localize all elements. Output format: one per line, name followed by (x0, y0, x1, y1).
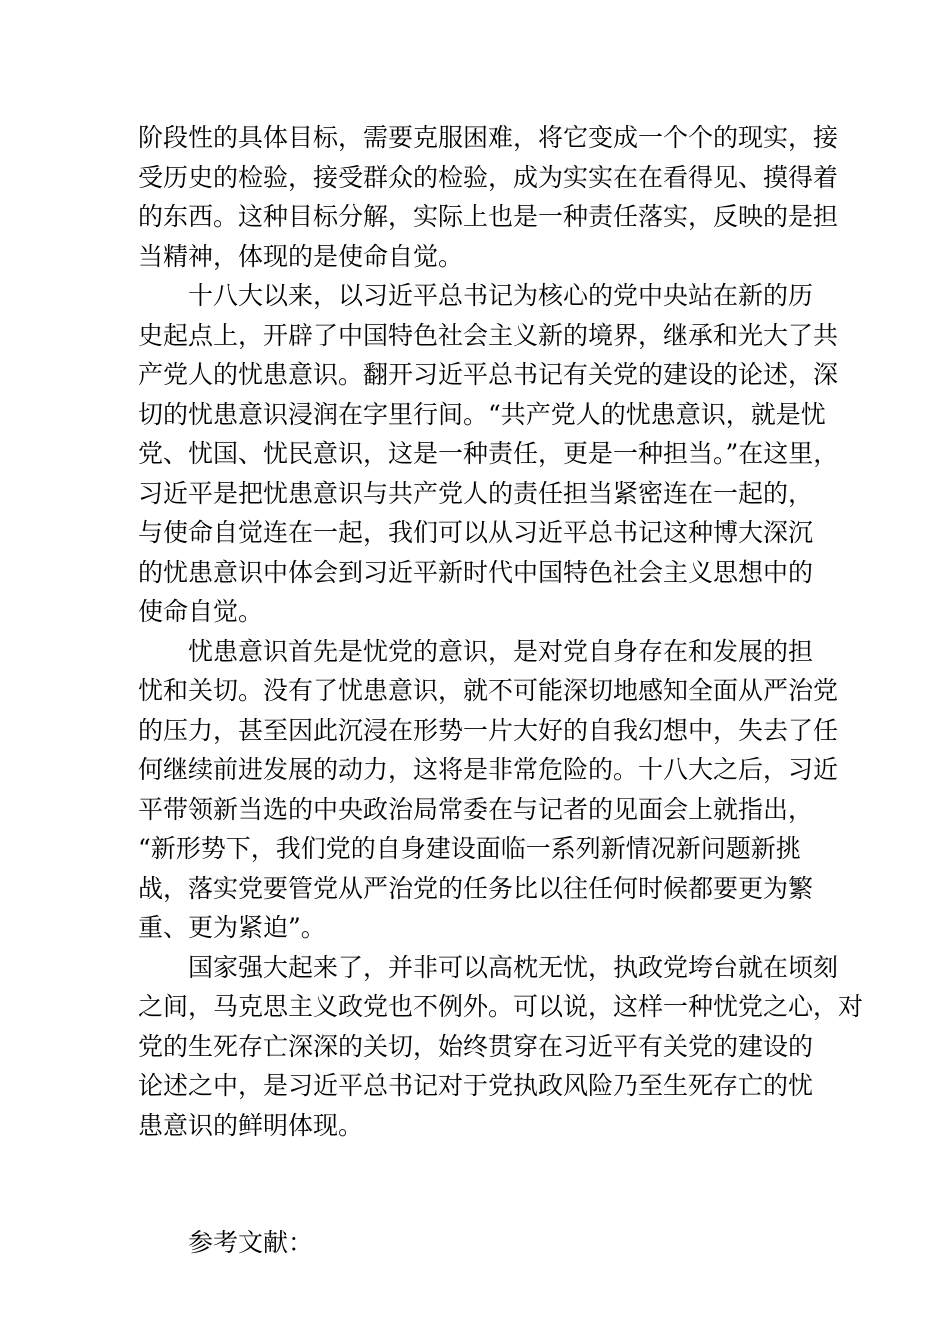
text-line: 习近平是把忧患意识与共产党人的责任担当紧密连在一起的， (138, 478, 814, 508)
text-line: “新形势下，我们党的自身建设面临一系列新情况新问题新挑 (138, 834, 801, 863)
text-line: 忧和关切。没有了忧患意识，就不可能深切地感知全面从严治党 (138, 676, 839, 705)
text-line: 患意识的鲜明体现。 (138, 1110, 364, 1140)
text-line: 国家强大起来了，并非可以高枕无忧，执政党垮台就在顷刻 (188, 952, 839, 982)
text-line: 论述之中，是习近平总书记对于党执政风险乃至生死存亡的忧 (138, 1071, 814, 1100)
paragraph-2 (138, 276, 838, 632)
document-page (138, 118, 864, 1263)
text-line: 产党人的忧患意识。翻开习近平总书记有关党的建设的论述，深 (138, 360, 839, 389)
text-line: 平带领新当选的中央政治局常委在与记者的见面会上就指出， (138, 794, 814, 824)
paragraph-4 (138, 948, 864, 1146)
text-line: 的东西。这种目标分解，实际上也是一种责任落实，反映的是担 (138, 202, 839, 231)
text-line: 阶段性的具体目标，需要克服困难，将它变成一个个的现实，接 (138, 123, 839, 152)
text-line: 的压力，甚至因此沉浸在形势一片大好的自我幻想中，失去了任 (138, 715, 839, 745)
text-line: 与使命自觉连在一起，我们可以从习近平总书记这种博大深沉 (138, 518, 814, 547)
text-line: 切的忧患意识浸润在字里行间。“共产党人的忧患意识，就是忧 (138, 399, 826, 429)
text-line: 受历史的检验，接受群众的检验，成为实实在在看得见、摸得着 (138, 162, 839, 192)
paragraph-1 (138, 118, 838, 276)
text-line: 忧患意识首先是忧党的意识，是对党自身存在和发展的担 (188, 636, 814, 666)
references-heading: 参考文献： (188, 1228, 314, 1257)
text-line: 重、更为紧迫”。 (138, 913, 326, 942)
text-line: 党、忧国、忧民意识，这是一种责任，更是一种担当。”在这里， (138, 439, 839, 468)
text-line: 战，落实党要管党从严治党的任务比以往任何时候都要更为繁 (138, 873, 814, 903)
text-line: 何继续前进发展的动力，这将是非常危险的。十八大之后，习近 (138, 755, 839, 784)
paragraph-3 (138, 632, 838, 948)
text-line: 当精神，体现的是使命自觉。 (138, 241, 464, 271)
text-line: 的忧患意识中体会到习近平新时代中国特色社会主义思想中的 (138, 557, 814, 587)
text-line: 十八大以来，以习近平总书记为核心的党中央站在新的历 (188, 281, 814, 310)
section-gap (138, 1145, 838, 1223)
text-line: 史起点上，开辟了中国特色社会主义新的境界，继承和光大了共 (138, 320, 839, 350)
text-line: 党的生死存亡深深的关切，始终贯穿在习近平有关党的建设的 (138, 1031, 814, 1061)
text-line: 之间，马克思主义政党也不例外。可以说，这样一种忧党之心，对 (138, 992, 864, 1021)
text-line: 使命自觉。 (138, 597, 264, 626)
